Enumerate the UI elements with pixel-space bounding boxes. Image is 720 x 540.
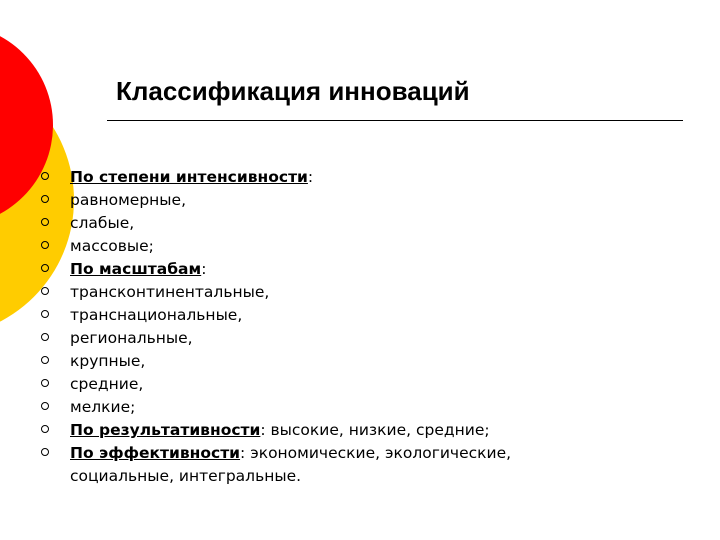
circle-bullet-icon: [41, 448, 49, 456]
list-item: [40, 304, 680, 327]
list-item: [40, 327, 680, 350]
circle-bullet-icon: [41, 287, 49, 295]
category-heading: По степени интенсивности: [70, 168, 308, 186]
circle-bullet-icon: [41, 379, 49, 387]
list-item: [40, 212, 680, 235]
list-item-text: слабые,: [70, 214, 135, 232]
slide-title: Классификация инноваций: [116, 76, 470, 106]
list-item-text: транснациональные,: [70, 306, 243, 324]
list-item-effectiveness-result-heading: [40, 419, 680, 442]
list-item: [40, 350, 680, 373]
list-item-text: трансконтинентальные,: [70, 283, 270, 301]
circle-bullet-icon: [41, 172, 49, 180]
list-item: [40, 189, 680, 212]
circle-bullet-icon: [41, 310, 49, 318]
list-item-text: массовые;: [70, 237, 154, 255]
list-item-intensity-heading: [40, 166, 680, 189]
list-item: [40, 396, 680, 419]
list-item: [40, 373, 680, 396]
category-continuation: социальные, интегральные.: [70, 467, 302, 485]
classification-list: [40, 166, 680, 488]
title-underline: [107, 120, 683, 121]
list-item-efficiency-heading: [40, 442, 680, 488]
list-item: [40, 235, 680, 258]
category-suffix: : высокие, низкие, средние;: [260, 421, 490, 439]
list-item-text: мелкие;: [70, 398, 136, 416]
list-item: [40, 281, 680, 304]
circle-bullet-icon: [41, 333, 49, 341]
circle-bullet-icon: [41, 195, 49, 203]
circle-bullet-icon: [41, 241, 49, 249]
circle-bullet-icon: [41, 264, 49, 272]
category-heading: По масштабам: [70, 260, 202, 278]
category-heading: По результативности: [70, 421, 261, 439]
list-item-text: средние,: [70, 375, 144, 393]
list-item-text: региональные,: [70, 329, 193, 347]
circle-bullet-icon: [41, 218, 49, 226]
circle-bullet-icon: [41, 402, 49, 410]
circle-bullet-icon: [41, 425, 49, 433]
category-suffix: : экономические, экологические,: [240, 444, 512, 462]
list-item-text: равномерные,: [70, 191, 186, 209]
category-suffix: :: [201, 260, 207, 278]
list-item-text: крупные,: [70, 352, 146, 370]
category-suffix: :: [307, 168, 314, 186]
list-item-scale-heading: [40, 258, 680, 281]
category-heading: По эффективности: [70, 444, 241, 462]
circle-bullet-icon: [41, 356, 49, 364]
